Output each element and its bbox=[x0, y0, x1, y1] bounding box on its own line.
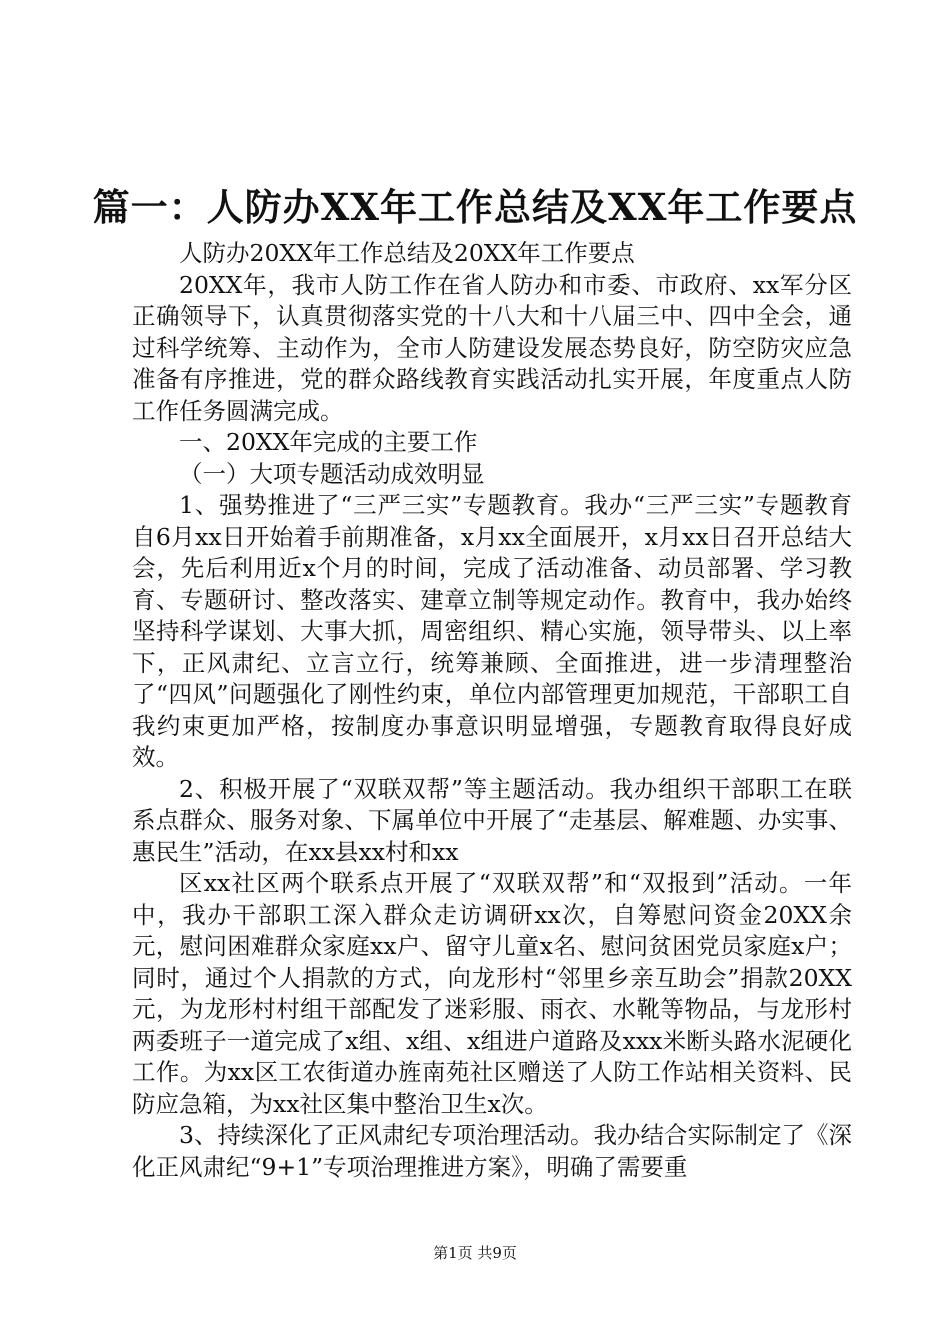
paragraph-subtitle: 人防办20XX年工作总结及20XX年工作要点 bbox=[179, 239, 635, 267]
document-title: 篇一：人防办XX年工作总结及XX年工作要点 bbox=[92, 185, 858, 229]
section-heading: 一、20XX年完成的主要工作 bbox=[179, 428, 478, 456]
document-body bbox=[132, 238, 852, 1183]
paragraph-intro: 20XX年，我市人防工作在省人防办和市委、市政府、xx军分区正确领导下，认真贯彻落实党的十八大和十八届三中、四中全会，通过科学统筹、主动作为，全市人防建设发展态势良好，防空防灾应急准备有序推进，党的群众路线教育实践活动扎实开展，年度重点人防工作任务圆满完成。 bbox=[132, 270, 852, 425]
subsection-heading: （一）大项专题活动成效明显 bbox=[179, 459, 485, 488]
paragraph-item-2: 2、积极开展了“双联双帮”等主题活动。我办组织干部职工在联系点群众、服务对象、下属单位中开展了“走基层、解难题、办实事、惠民生”活动，在xx县xx村和xx bbox=[132, 774, 852, 866]
paragraph-item-1: 1、强势推进了“三严三实”专题教育。我办“三严三实”专题教育自6月xx日开始着手前期准备，x月xx全面展开，x月xx日召开总结大会，先后利用近x个月的时间，完成了活动准备、动员部署、学习教育、专题研讨、整改落实、建章立制等规定动作。教育中，我办始终坚持科学谋划、大事大抓，周密组织、精心实施，领导带头、以上率下，正风肃纪、立言立行，统筹兼顾、全面推进，进一步清理整治了“四风”问题强化了刚性约束，单位内部管理更加规范，干部职工自我约束更加严格，按制度办事意识明显增强，专题教育取得良好成效。 bbox=[132, 491, 852, 771]
paragraph-item-3: 3、持续深化了正风肃纪专项治理活动。我办结合实际制定了《深化正风肃纪“9+1”专项治理推进方案》，明确了需要重 bbox=[132, 1121, 852, 1181]
page-number-footer: 第1页 共9页 bbox=[433, 1244, 517, 1262]
paragraph-item-2-continued: 区xx社区两个联系点开展了“双联双帮”和“双报到”活动。一年中，我办干部职工深入群众走访调研xx次，自筹慰问资金20XX余元，慰问困难群众家庭xx户、留守儿童x名、慰问贫困党员家庭x户；同时，通过个人捐款的方式，向龙形村“邻里乡亲互助会”捐款20XX元，为龙形村村组干部配发了迷彩服、雨衣、水靴等物品，与龙形村两委班子一道完成了x组、x组、x组进户道路及xxx米断头路水泥硬化工作。为xx区工农街道办旌南苑社区赠送了人防工作站相关资料、民防应急箱，为xx社区集中整治卫生x次。 bbox=[132, 869, 852, 1118]
